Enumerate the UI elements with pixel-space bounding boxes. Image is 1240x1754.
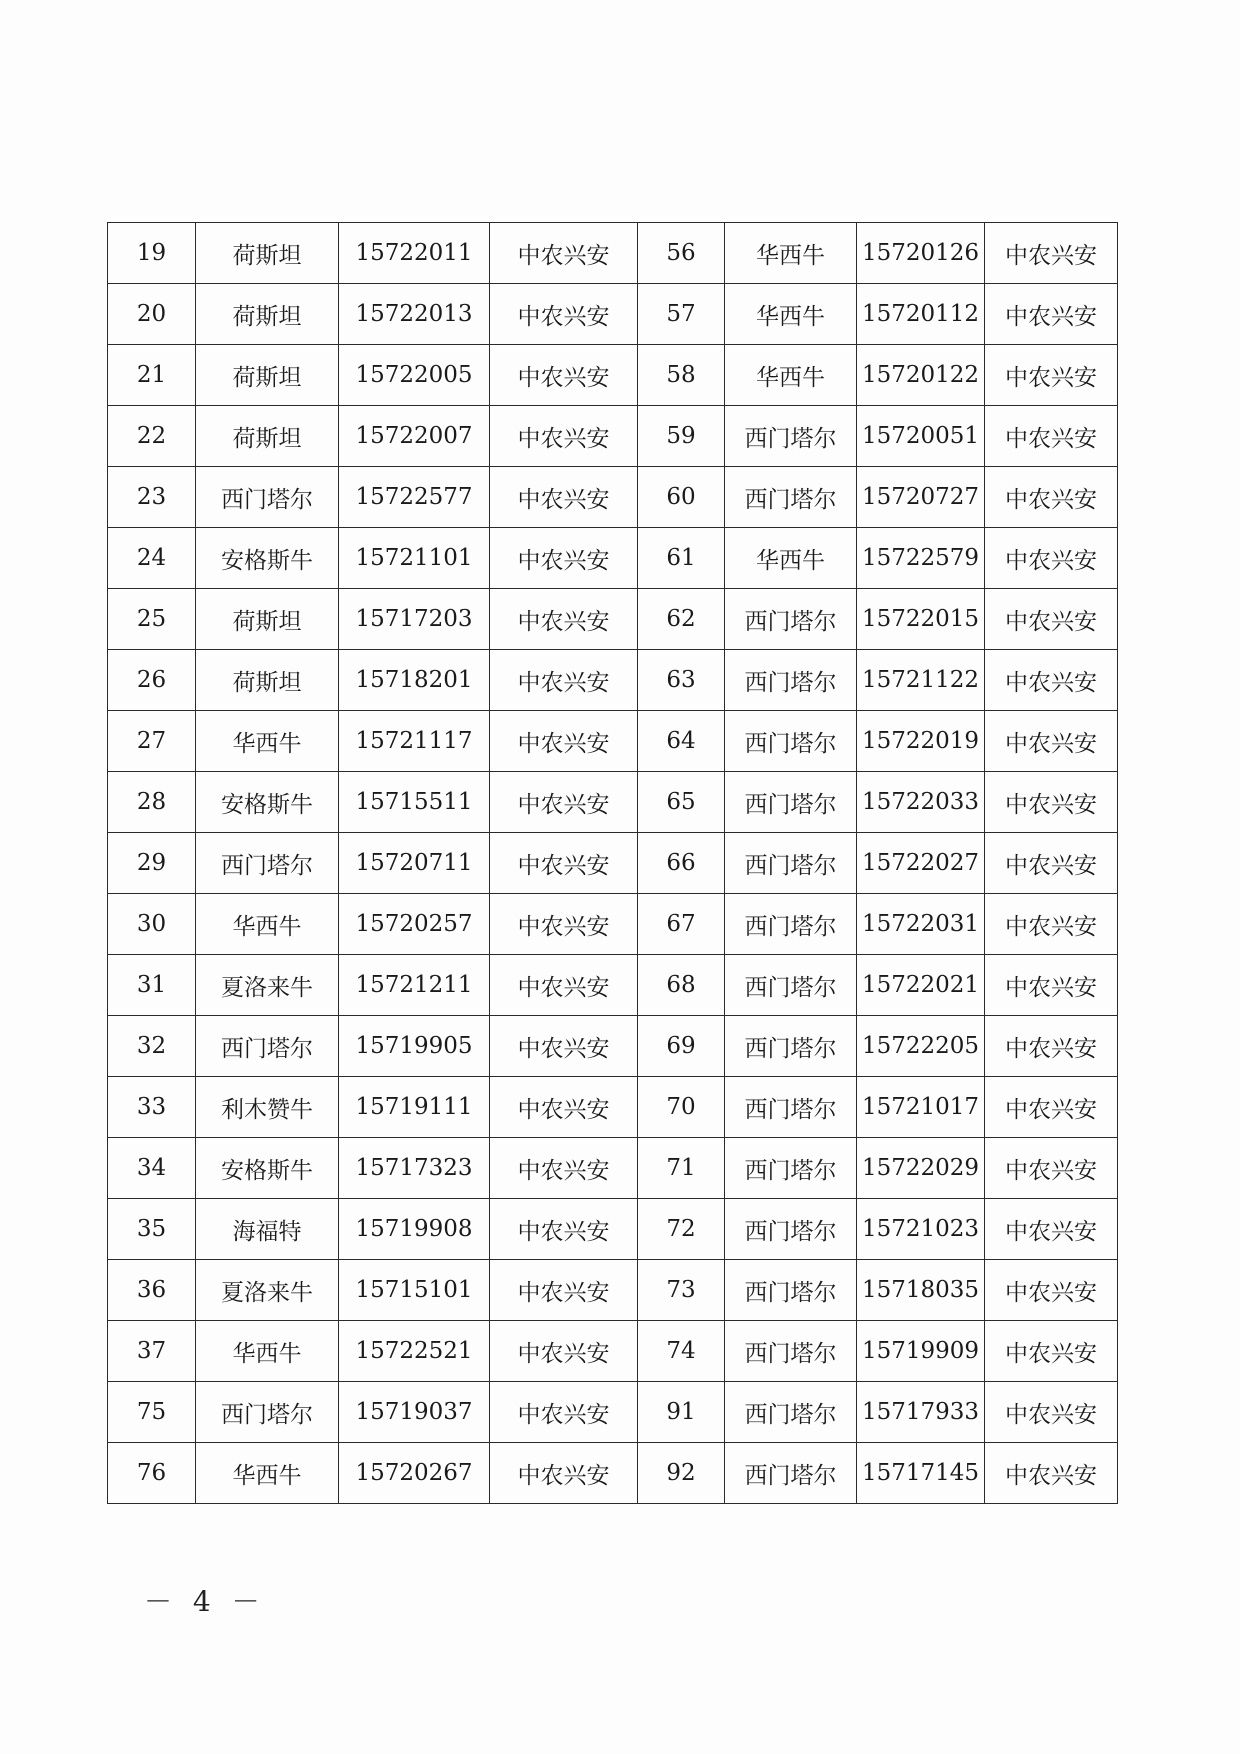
bull-id-cell: 15718035 [857,1260,985,1321]
breed-cell: 荷斯坦 [196,406,339,467]
table-row [108,1321,1118,1382]
serial-number-cell: 27 [108,711,196,772]
bull-id-cell: 15722031 [857,894,985,955]
serial-number-cell: 24 [108,528,196,589]
serial-number-cell: 63 [638,650,725,711]
bull-id-cell: 15720126 [857,223,985,284]
serial-number-cell: 35 [108,1199,196,1260]
organization-cell: 中农兴安 [985,1138,1118,1199]
organization-cell: 中农兴安 [985,955,1118,1016]
organization-cell: 中农兴安 [985,406,1118,467]
table-row [108,772,1118,833]
organization-cell: 中农兴安 [490,589,638,650]
serial-number-cell: 75 [108,1382,196,1443]
table-row [108,223,1118,284]
organization-cell: 中农兴安 [490,345,638,406]
breed-cell: 华西牛 [196,711,339,772]
serial-number-cell: 37 [108,1321,196,1382]
bull-id-cell: 15722021 [857,955,985,1016]
table-row [108,1199,1118,1260]
breed-cell: 西门塔尔 [725,1260,857,1321]
breed-cell: 西门塔尔 [196,1016,339,1077]
bull-id-cell: 15722015 [857,589,985,650]
organization-cell: 中农兴安 [985,589,1118,650]
serial-number-cell: 21 [108,345,196,406]
serial-number-cell: 74 [638,1321,725,1382]
breed-cell: 西门塔尔 [725,1199,857,1260]
bull-id-cell: 15722011 [339,223,490,284]
serial-number-cell: 60 [638,467,725,528]
table-row [108,650,1118,711]
breed-cell: 荷斯坦 [196,650,339,711]
organization-cell: 中农兴安 [490,955,638,1016]
serial-number-cell: 34 [108,1138,196,1199]
serial-number-cell: 25 [108,589,196,650]
organization-cell: 中农兴安 [490,528,638,589]
table-row [108,406,1118,467]
bull-id-cell: 15721017 [857,1077,985,1138]
table-row [108,711,1118,772]
bull-id-cell: 15719111 [339,1077,490,1138]
bull-id-cell: 15719909 [857,1321,985,1382]
breed-cell: 安格斯牛 [196,1138,339,1199]
bull-id-cell: 15722521 [339,1321,490,1382]
serial-number-cell: 57 [638,284,725,345]
serial-number-cell: 64 [638,711,725,772]
bull-id-cell: 15722205 [857,1016,985,1077]
table-row [108,589,1118,650]
serial-number-cell: 19 [108,223,196,284]
serial-number-cell: 67 [638,894,725,955]
organization-cell: 中农兴安 [490,1321,638,1382]
serial-number-cell: 32 [108,1016,196,1077]
bull-id-cell: 15721117 [339,711,490,772]
organization-cell: 中农兴安 [985,1321,1118,1382]
organization-cell: 中农兴安 [490,1199,638,1260]
bull-id-cell: 15721211 [339,955,490,1016]
breed-cell: 华西牛 [725,223,857,284]
organization-cell: 中农兴安 [985,1443,1118,1504]
organization-cell: 中农兴安 [490,1077,638,1138]
breed-cell: 华西牛 [725,528,857,589]
table-row [108,833,1118,894]
serial-number-cell: 72 [638,1199,725,1260]
bull-id-cell: 15722033 [857,772,985,833]
serial-number-cell: 61 [638,528,725,589]
table-row [108,955,1118,1016]
breed-cell: 西门塔尔 [725,1016,857,1077]
breed-cell: 西门塔尔 [725,1077,857,1138]
bull-id-cell: 15717145 [857,1443,985,1504]
serial-number-cell: 68 [638,955,725,1016]
serial-number-cell: 65 [638,772,725,833]
organization-cell: 中农兴安 [985,1260,1118,1321]
breed-cell: 夏洛来牛 [196,955,339,1016]
breed-cell: 西门塔尔 [725,1321,857,1382]
serial-number-cell: 73 [638,1260,725,1321]
table-row [108,1016,1118,1077]
breed-cell: 荷斯坦 [196,345,339,406]
bull-id-cell: 15722007 [339,406,490,467]
breed-cell: 安格斯牛 [196,528,339,589]
serial-number-cell: 26 [108,650,196,711]
bull-id-cell: 15721023 [857,1199,985,1260]
breed-cell: 华西牛 [196,1321,339,1382]
bull-id-cell: 15717203 [339,589,490,650]
organization-cell: 中农兴安 [490,772,638,833]
organization-cell: 中农兴安 [985,894,1118,955]
bull-id-cell: 15721101 [339,528,490,589]
serial-number-cell: 29 [108,833,196,894]
breed-cell: 西门塔尔 [725,1382,857,1443]
organization-cell: 中农兴安 [490,223,638,284]
bull-id-cell: 15718201 [339,650,490,711]
table-row [108,894,1118,955]
organization-cell: 中农兴安 [985,528,1118,589]
organization-cell: 中农兴安 [490,467,638,528]
organization-cell: 中农兴安 [490,650,638,711]
breed-cell: 荷斯坦 [196,223,339,284]
table-body [108,223,1118,1504]
organization-cell: 中农兴安 [985,1382,1118,1443]
page-number: － 4 － [144,1585,266,1618]
bull-id-cell: 15720051 [857,406,985,467]
serial-number-cell: 30 [108,894,196,955]
bull-id-cell: 15722577 [339,467,490,528]
breed-cell: 西门塔尔 [725,711,857,772]
organization-cell: 中农兴安 [490,1382,638,1443]
breed-cell: 西门塔尔 [725,467,857,528]
serial-number-cell: 62 [638,589,725,650]
breed-cell: 西门塔尔 [196,833,339,894]
organization-cell: 中农兴安 [985,345,1118,406]
organization-cell: 中农兴安 [490,406,638,467]
organization-cell: 中农兴安 [490,833,638,894]
table-row [108,1443,1118,1504]
bull-id-cell: 15715511 [339,772,490,833]
breed-cell: 西门塔尔 [196,467,339,528]
breed-cell: 西门塔尔 [725,1138,857,1199]
bull-id-cell: 15715101 [339,1260,490,1321]
bull-id-cell: 15721122 [857,650,985,711]
bull-id-cell: 15717323 [339,1138,490,1199]
serial-number-cell: 71 [638,1138,725,1199]
serial-number-cell: 69 [638,1016,725,1077]
breed-cell: 西门塔尔 [725,894,857,955]
bull-id-cell: 15720267 [339,1443,490,1504]
bull-id-cell: 15720257 [339,894,490,955]
table-row [108,467,1118,528]
organization-cell: 中农兴安 [490,1138,638,1199]
organization-cell: 中农兴安 [490,1443,638,1504]
bull-registry-table [107,222,1118,1504]
bull-id-cell: 15720122 [857,345,985,406]
bull-id-cell: 15722005 [339,345,490,406]
bull-id-cell: 15720727 [857,467,985,528]
serial-number-cell: 91 [638,1382,725,1443]
breed-cell: 华西牛 [196,894,339,955]
serial-number-cell: 23 [108,467,196,528]
organization-cell: 中农兴安 [490,894,638,955]
bull-id-cell: 15722027 [857,833,985,894]
organization-cell: 中农兴安 [985,223,1118,284]
serial-number-cell: 31 [108,955,196,1016]
bull-id-cell: 15722019 [857,711,985,772]
serial-number-cell: 59 [638,406,725,467]
serial-number-cell: 36 [108,1260,196,1321]
breed-cell: 海福特 [196,1199,339,1260]
breed-cell: 西门塔尔 [725,650,857,711]
bull-id-cell: 15719037 [339,1382,490,1443]
organization-cell: 中农兴安 [985,284,1118,345]
bull-id-cell: 15722579 [857,528,985,589]
organization-cell: 中农兴安 [985,772,1118,833]
breed-cell: 华西牛 [725,284,857,345]
bull-id-cell: 15722029 [857,1138,985,1199]
breed-cell: 西门塔尔 [725,772,857,833]
breed-cell: 华西牛 [725,345,857,406]
organization-cell: 中农兴安 [985,1077,1118,1138]
breed-cell: 西门塔尔 [725,833,857,894]
breed-cell: 利木赞牛 [196,1077,339,1138]
bull-id-cell: 15717933 [857,1382,985,1443]
table-row [108,1382,1118,1443]
bull-id-cell: 15720711 [339,833,490,894]
serial-number-cell: 76 [108,1443,196,1504]
breed-cell: 西门塔尔 [725,589,857,650]
breed-cell: 西门塔尔 [725,1443,857,1504]
breed-cell: 荷斯坦 [196,284,339,345]
table-row [108,1077,1118,1138]
bull-id-cell: 15720112 [857,284,985,345]
serial-number-cell: 66 [638,833,725,894]
breed-cell: 西门塔尔 [725,406,857,467]
serial-number-cell: 92 [638,1443,725,1504]
organization-cell: 中农兴安 [985,833,1118,894]
organization-cell: 中农兴安 [985,650,1118,711]
breed-cell: 西门塔尔 [725,955,857,1016]
serial-number-cell: 22 [108,406,196,467]
organization-cell: 中农兴安 [490,1260,638,1321]
organization-cell: 中农兴安 [490,711,638,772]
bull-id-cell: 15722013 [339,284,490,345]
table-row [108,1138,1118,1199]
serial-number-cell: 20 [108,284,196,345]
breed-cell: 荷斯坦 [196,589,339,650]
bull-id-cell: 15719905 [339,1016,490,1077]
breed-cell: 西门塔尔 [196,1382,339,1443]
table-row [108,284,1118,345]
organization-cell: 中农兴安 [985,467,1118,528]
table-row [108,1260,1118,1321]
serial-number-cell: 56 [638,223,725,284]
organization-cell: 中农兴安 [490,284,638,345]
serial-number-cell: 33 [108,1077,196,1138]
breed-cell: 夏洛来牛 [196,1260,339,1321]
serial-number-cell: 58 [638,345,725,406]
serial-number-cell: 28 [108,772,196,833]
bull-id-cell: 15719908 [339,1199,490,1260]
organization-cell: 中农兴安 [490,1016,638,1077]
table-row [108,528,1118,589]
table-row [108,345,1118,406]
breed-cell: 华西牛 [196,1443,339,1504]
organization-cell: 中农兴安 [985,1199,1118,1260]
breed-cell: 安格斯牛 [196,772,339,833]
serial-number-cell: 70 [638,1077,725,1138]
organization-cell: 中农兴安 [985,711,1118,772]
organization-cell: 中农兴安 [985,1016,1118,1077]
